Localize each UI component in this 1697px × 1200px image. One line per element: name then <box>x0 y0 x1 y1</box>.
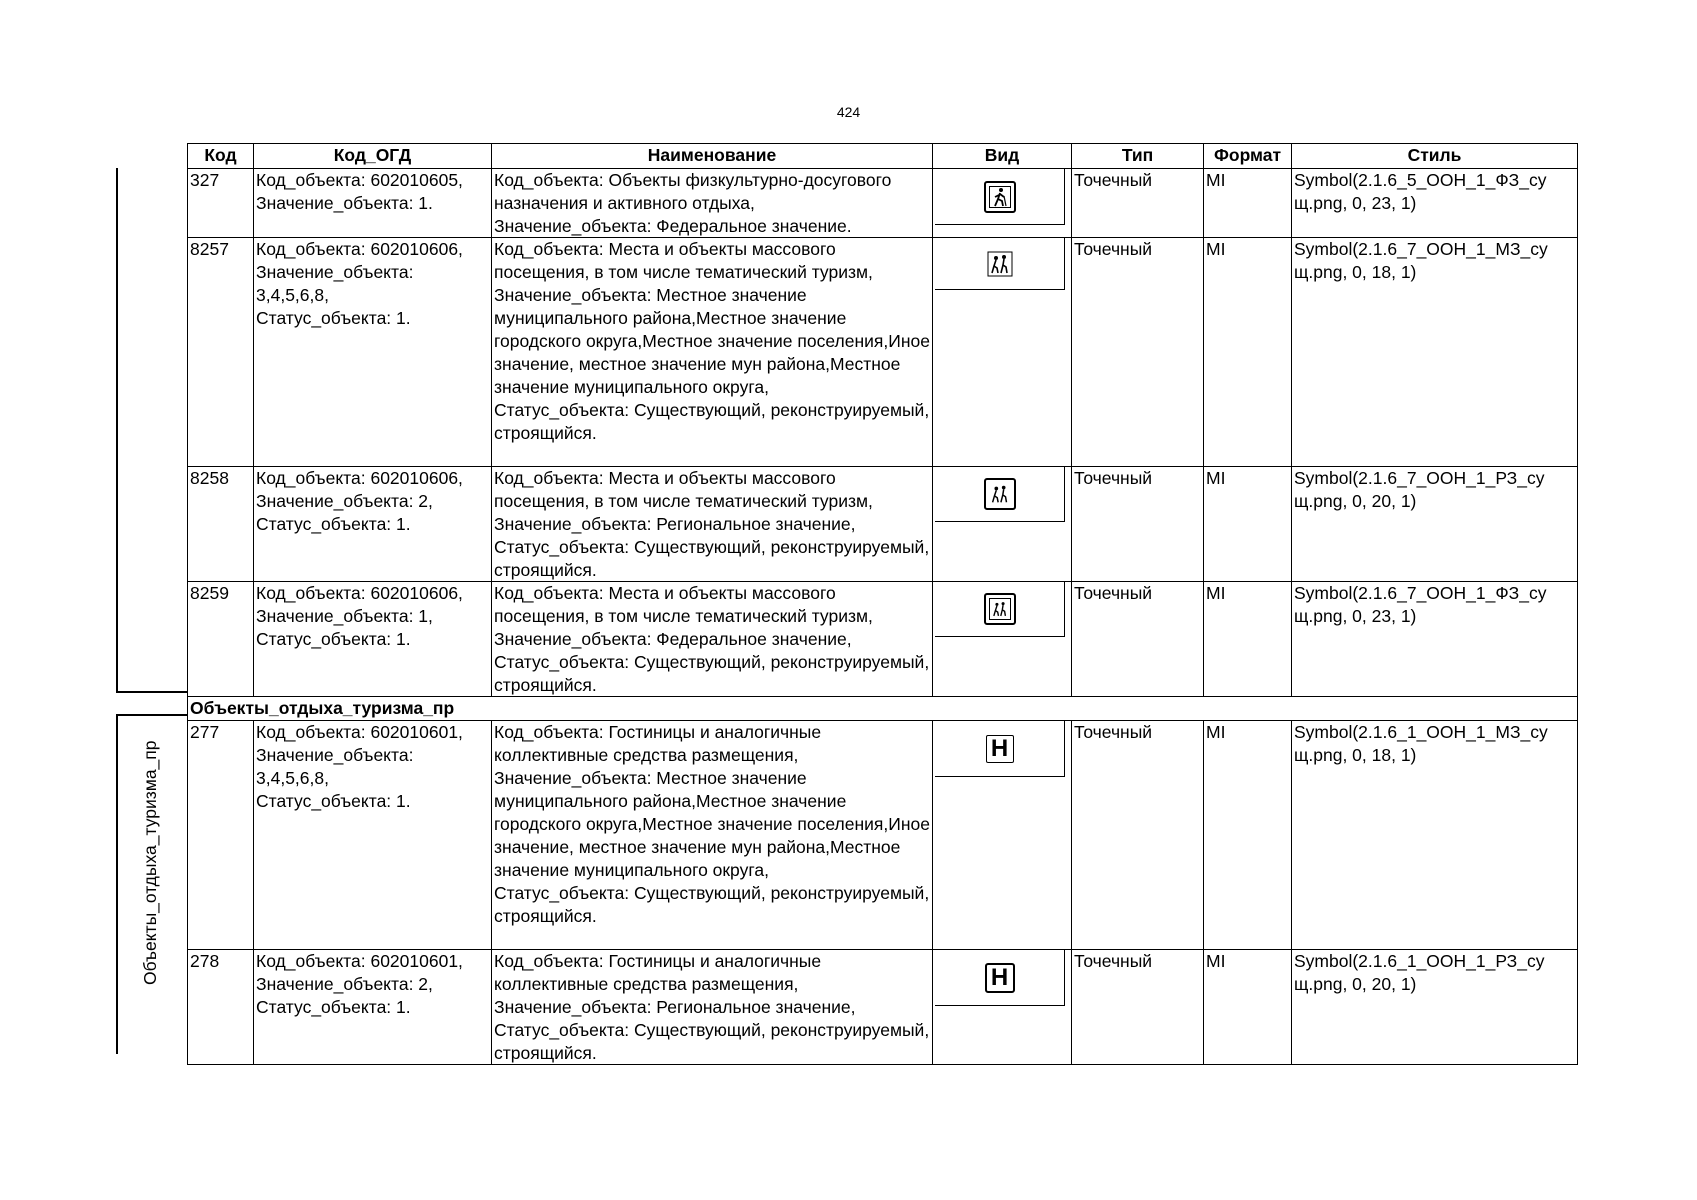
cell-kod-ogd: Код_объекта: 602010606, Значение_объекта: 3,4,5,6,8, Статус_объекта: 1. <box>254 238 492 467</box>
hikers-group-icon <box>984 248 1016 280</box>
cell-name <box>492 721 933 950</box>
cell-format: MI <box>1204 950 1292 1065</box>
cell-vid <box>933 721 1072 950</box>
cell-vid <box>933 950 1072 1065</box>
cell-kod-ogd: Код_объекта: 602010601, Значение_объекта: 3,4,5,6,8, Статус_объекта: 1. <box>254 721 492 950</box>
cell-kod: 8257 <box>188 238 254 467</box>
header-kod-ogd: Код_ОГД <box>254 144 492 169</box>
cell-name <box>492 467 933 582</box>
group-bracket-upper-bottom <box>116 691 188 693</box>
cell-style: Symbol(2.1.6_7_ООН_1_ФЗ_су щ.png, 0, 23, 1) <box>1292 582 1578 697</box>
cell-tip: Точечный <box>1072 950 1204 1065</box>
hotel-h-letter: H <box>990 963 1009 991</box>
table-row <box>188 238 1578 467</box>
cell-kod-ogd: Код_объекта: 602010606, Значение_объекта: 2, Статус_объекта: 1. <box>254 467 492 582</box>
cell-vid <box>933 467 1072 582</box>
cell-name-text: Код_объекта: Места и объекты массового посещения, в том числе тематический туризм, Значение_объекта: Региональное значение, Статус_объекта: Существующий, реконструируемый, строящийся. <box>494 468 930 580</box>
cell-vid <box>933 169 1072 238</box>
cell-tip: Точечный <box>1072 582 1204 697</box>
hiking-person-icon <box>984 181 1016 213</box>
symbol-table-wrapper <box>187 143 1578 1065</box>
cell-kod-ogd: Код_объекта: 602010601, Значение_объекта: 2, Статус_объекта: 1. <box>254 950 492 1065</box>
section-title-row <box>188 697 1578 721</box>
cell-format: MI <box>1204 238 1292 467</box>
cell-style: Symbol(2.1.6_7_ООН_1_РЗ_су щ.png, 0, 20, 1) <box>1292 467 1578 582</box>
cell-format: MI <box>1204 169 1292 238</box>
group-bracket-upper <box>116 168 118 692</box>
cell-vid <box>933 582 1072 697</box>
vid-symbol-box <box>935 950 1065 1006</box>
group-bracket-lower <box>116 714 118 1054</box>
cell-kod: 327 <box>188 169 254 238</box>
hikers-group-double-framed-icon <box>984 593 1016 625</box>
header-kod: Код <box>188 144 254 169</box>
hotel-h-icon <box>986 735 1014 763</box>
cell-style: Symbol(2.1.6_1_ООН_1_МЗ_су щ.png, 0, 18, 1) <box>1292 721 1578 950</box>
cell-name-text: Код_объекта: Места и объекты массового посещения, в том числе тематический туризм, Значение_объекта: Местное значение муниципального района,Местное значение городского округа,Местное значение поселения,Иное значение, местное значение мун района,Местное значение муниципального округа, Статус_объекта: Существующий, реконструируемый, строящийся. <box>494 239 930 443</box>
table-row <box>188 721 1578 950</box>
cell-vid <box>933 238 1072 467</box>
cell-format: MI <box>1204 721 1292 950</box>
cell-format: MI <box>1204 582 1292 697</box>
cell-tip: Точечный <box>1072 169 1204 238</box>
vid-symbol-box <box>935 582 1065 637</box>
cell-tip: Точечный <box>1072 238 1204 467</box>
cell-name-text: Код_объекта: Гостиницы и аналогичные коллективные средства размещения, Значение_объекта: Региональное значение, Статус_объекта: Существующий, реконструируемый, строящийся. <box>494 951 930 1063</box>
hotel-h-letter: H <box>990 734 1009 762</box>
cell-kod: 8259 <box>188 582 254 697</box>
table-row <box>188 169 1578 238</box>
vid-symbol-box <box>935 238 1065 290</box>
cell-name <box>492 582 933 697</box>
cell-name-text: Код_объекта: Объекты физкультурно-досугового назначения и активного отдыха, Значение_объекта: Федеральное значение. <box>494 170 892 236</box>
cell-kod-ogd: Код_объекта: 602010606, Значение_объекта: 1, Статус_объекта: 1. <box>254 582 492 697</box>
vid-symbol-box <box>935 169 1065 225</box>
cell-kod: 278 <box>188 950 254 1065</box>
cell-tip: Точечный <box>1072 721 1204 950</box>
header-vid: Вид <box>933 144 1072 169</box>
cell-name-text: Код_объекта: Гостиницы и аналогичные коллективные средства размещения, Значение_объекта: Местное значение муниципального района,Местное значение городского округа,Местное значение поселения,Иное значение, местное значение мун района,Местное значение муниципального округа, Статус_объекта: Существующий, реконструируемый, строящийся. <box>494 722 930 926</box>
cell-kod: 8258 <box>188 467 254 582</box>
table-header-row <box>188 144 1578 169</box>
symbol-table <box>187 143 1578 1065</box>
header-format: Формат <box>1204 144 1292 169</box>
vid-symbol-box <box>935 721 1065 777</box>
vid-symbol-box <box>935 467 1065 522</box>
table-row <box>188 467 1578 582</box>
cell-kod-ogd: Код_объекта: 602010605, Значение_объекта: 1. <box>254 169 492 238</box>
page-number: 424 <box>836 104 861 120</box>
cell-style: Symbol(2.1.6_7_ООН_1_МЗ_су щ.png, 0, 18, 1) <box>1292 238 1578 467</box>
table-row <box>188 582 1578 697</box>
table-row <box>188 950 1578 1065</box>
header-tip: Тип <box>1072 144 1204 169</box>
cell-kod: 277 <box>188 721 254 950</box>
cell-format: MI <box>1204 467 1292 582</box>
section-vertical-label: Объекты_отдыха_туризма_пр <box>140 740 160 985</box>
hotel-h-framed-icon <box>985 963 1015 993</box>
header-style: Стиль <box>1292 144 1578 169</box>
cell-name <box>492 238 933 467</box>
cell-style: Symbol(2.1.6_1_ООН_1_РЗ_су щ.png, 0, 20, 1) <box>1292 950 1578 1065</box>
cell-name <box>492 169 933 238</box>
group-bracket-lower-top <box>116 714 188 716</box>
section-title: Объекты_отдыха_туризма_пр <box>188 697 1578 721</box>
hikers-group-framed-icon <box>984 478 1016 510</box>
header-name: Наименование <box>492 144 933 169</box>
cell-name-text: Код_объекта: Места и объекты массового посещения, в том числе тематический туризм, Значение_объекта: Федеральное значение, Статус_объекта: Существующий, реконструируемый, строящийся. <box>494 583 930 695</box>
cell-style: Symbol(2.1.6_5_ООН_1_ФЗ_су щ.png, 0, 23, 1) <box>1292 169 1578 238</box>
cell-name <box>492 950 933 1065</box>
cell-tip: Точечный <box>1072 467 1204 582</box>
